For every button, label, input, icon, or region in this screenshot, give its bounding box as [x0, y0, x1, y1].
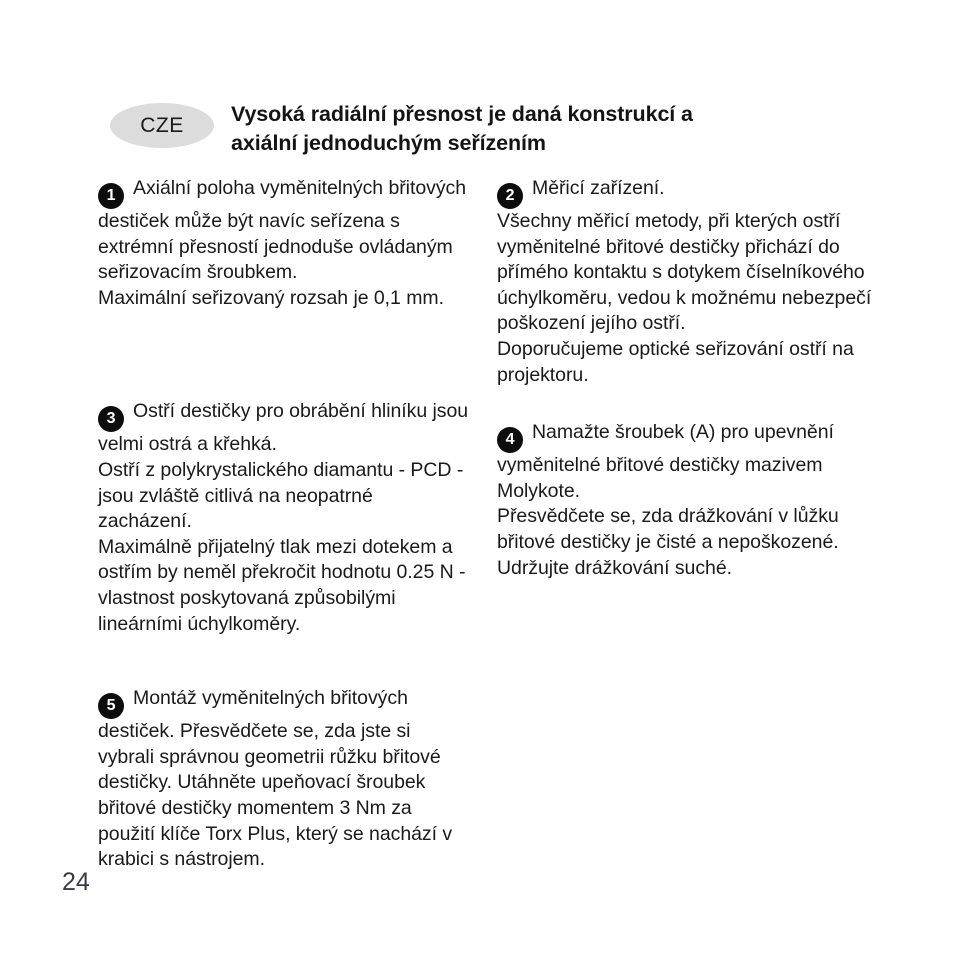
- numbered-item-1-text-1: Axiální poloha vyměnitelných břitových destiček může být navíc seřízena s extrémní přesností jednoduše ovládaným seřizovacím šroubkem.: [98, 177, 467, 284]
- numbered-item-5: [98, 686, 470, 873]
- numbered-item-2-paragraph-3: Doporučujeme optické seřizování ostří na projektoru.: [497, 337, 854, 386]
- numbered-item-1-paragraph-1: [98, 176, 470, 286]
- numbered-item-3-body: [98, 399, 470, 637]
- numbered-item-5-text-1: Montáž vyměnitelných břitových destiček. Přesvědčete se, zda jste si vybrali správnou geometrii růžku břitové destičky. Utáhněte upeňovací šroubek břitové destičky momentem 3 Nm za použití klíče Torx Plus, který se nachází v krabici s nástrojem.: [98, 687, 453, 871]
- numbered-item-2-text-1: Měřicí zařízení.: [532, 177, 665, 199]
- numbered-item-1: [98, 176, 470, 311]
- numbered-item-3-text-1: Ostří destičky pro obrábění hliníku jsou velmi ostrá a křehká.: [98, 400, 469, 456]
- numbered-item-4-paragraph-3: Udržujte drážkování suché.: [497, 556, 732, 579]
- numbered-item-4-text-1: Namažte šroubek (A) pro upevnění vyměnitelné břitové destičky mazivem Molykote.: [497, 421, 834, 502]
- bullet-number-1-icon: 1: [98, 183, 124, 209]
- numbered-item-5-body: [98, 686, 470, 873]
- language-badge-label: CZE: [140, 113, 184, 137]
- numbered-item-5-paragraph-1: [98, 686, 470, 873]
- page-title-line-2: axiální jednoduchým seřízením: [231, 131, 546, 155]
- page-header: [110, 100, 900, 158]
- numbered-item-2-paragraph-1: [497, 176, 887, 209]
- page-title: [231, 100, 900, 158]
- numbered-item-3-paragraph-1: [98, 399, 470, 458]
- numbered-item-2-body: [497, 176, 887, 388]
- numbered-item-4-paragraph-1: [497, 420, 887, 504]
- page-number: 24: [62, 868, 90, 896]
- numbered-item-3: [98, 399, 470, 637]
- language-badge: [110, 103, 214, 148]
- numbered-item-4-body: [497, 420, 887, 581]
- numbered-item-1-paragraph-2: Maximální seřizovaný rozsah je 0,1 mm.: [98, 286, 444, 309]
- numbered-item-4-paragraph-2: Přesvědčete se, zda drážkování v lůžku břitové destičky je čisté a nepoškozené.: [497, 505, 839, 553]
- numbered-item-2: [497, 176, 887, 388]
- numbered-item-3-paragraph-3: Maximálně přijatelný tlak mezi dotekem a ostřím by neměl překročit hodnotu 0.25 N - vlastnost poskytovaná způsobilými lineárními úchylkoměry.: [98, 535, 466, 635]
- bullet-number-5-icon: 5: [98, 693, 124, 719]
- bullet-number-2-icon: 2: [497, 183, 523, 209]
- bullet-number-3-icon: 3: [98, 406, 124, 432]
- numbered-item-3-paragraph-2: Ostří z polykrystalického diamantu - PCD - jsou zvláště citlivá na neopatrné zacházení.: [98, 458, 464, 533]
- numbered-item-4: [497, 420, 887, 581]
- page-title-line-1: Vysoká radiální přesnost je daná konstrukcí a: [231, 102, 693, 126]
- right-column: [497, 176, 887, 581]
- left-column: [98, 176, 470, 873]
- numbered-item-2-paragraph-2: Všechny měřicí metody, při kterých ostří vyměnitelné břitové destičky přichází do přímého kontaktu s dotykem číselníkového úchylkoměru, vedou k možnému nebezpečí poškození jejího ostří.: [497, 210, 872, 335]
- numbered-item-1-body: [98, 176, 470, 311]
- bullet-number-4-icon: 4: [497, 427, 523, 453]
